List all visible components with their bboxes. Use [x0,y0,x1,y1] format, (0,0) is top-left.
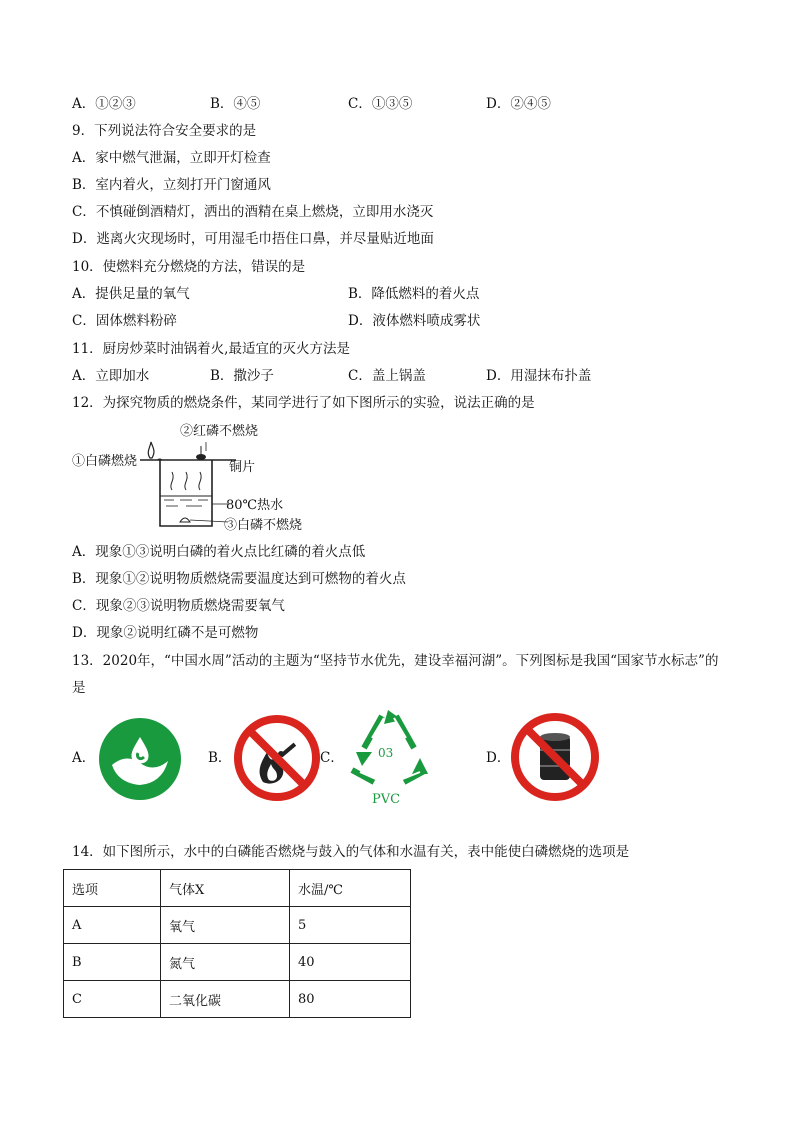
table-header-cell: 水温/℃ [290,870,411,907]
q8-option-d: D．②④⑤ [486,96,551,112]
q9-option-d: D．逃离火灾现场时，可用湿毛巾捂住口鼻，并尽量贴近地面 [72,231,434,247]
water-saving-logo-icon [98,717,182,801]
q10-option-c: C．固体燃料粉碎 [72,313,177,329]
q13-option-d-letter: D． [486,750,511,766]
table-row [64,981,411,1018]
table-cell: 40 [290,944,411,981]
q14-stem: 14．如下图所示，水中的白磷能否燃烧与鼓入的气体和水温有关，表中能使白磷燃烧的选项是 [72,844,630,860]
recycle-code: 03 [378,746,394,760]
label-hot-water: 80℃热水 [226,498,284,513]
q11-option-b: B．撒沙子 [210,368,274,384]
q10-option-a: A．提供足量的氧气 [72,286,190,302]
q12-option-d: D．现象②说明红磷不是可燃物 [72,625,259,641]
label-white-phosphorus-bottom: ③白磷不燃烧 [224,518,303,533]
table-row [64,907,411,944]
table-header-cell: 气体X [161,870,290,907]
q13-option-b-letter: B． [208,750,232,766]
label-copper-plate: 铜片 [229,460,256,475]
q11-option-c: C．盖上锅盖 [348,368,426,384]
q12-option-b: B．现象①②说明物质燃烧需要温度达到可燃物的着火点 [72,571,406,587]
q8-option-b: B．④⑤ [210,96,261,112]
table-cell: 5 [290,907,411,944]
label-white-phosphorus-top: ①白磷燃烧 [72,454,138,469]
table-cell: A [64,907,161,944]
q13-stem-line2: 是 [72,680,86,696]
q8-option-a: A．①②③ [72,96,136,112]
recycle-material-label: PVC [372,792,401,807]
q13-stem-line1: 13．2020年，“中国水周”活动的主题为“坚持节水优先，建设幸福河湖”。下列图标是我国“国家节水标志”的 [72,653,719,669]
table-row [64,944,411,981]
q10-stem: 10．使燃料充分燃烧的方法，错误的是 [72,259,306,275]
q14-table [63,869,411,1018]
q11-option-a: A．立即加水 [72,368,150,384]
table-cell: 二氧化碳 [161,981,290,1018]
q10-option-b: B．降低燃料的着火点 [348,286,480,302]
table-cell: 80 [290,981,411,1018]
table-header-row [64,870,411,907]
q13-option-a-letter: A． [72,750,96,766]
q12-option-a: A．现象①③说明白磷的着火点比红磷的着火点低 [72,544,366,560]
q11-stem: 11．厨房炒菜时油锅着火,最适宜的灭火方法是 [72,341,350,357]
q10-option-d: D．液体燃料喷成雾状 [348,313,481,329]
q11-option-d: D．用湿抹布扑盖 [486,368,592,384]
q12-stem: 12．为探究物质的燃烧条件，某同学进行了如下图所示的实验，说法正确的是 [72,395,535,411]
table-cell: 氮气 [161,944,290,981]
table-header-cell: 选项 [64,870,161,907]
q8-option-c: C．①③⑤ [348,96,413,112]
label-red-phosphorus: ②红磷不燃烧 [180,424,259,439]
q9-option-b: B．室内着火，立刻打开门窗通风 [72,177,271,193]
q13-option-c-letter: C． [320,750,344,766]
no-oil-barrel-sign-icon [510,712,600,802]
q12-option-c: C．现象②③说明物质燃烧需要氧气 [72,598,285,614]
q9-stem: 9．下列说法符合安全要求的是 [72,123,257,139]
no-fire-sign-icon [233,714,321,802]
table-cell: B [64,944,161,981]
table-cell: 氧气 [161,907,290,944]
table-cell: C [64,981,161,1018]
q9-option-c: C．不慎碰倒酒精灯，洒出的酒精在桌上燃烧，立即用水浇灭 [72,204,434,220]
q9-option-a: A．家中燃气泄漏，立即开灯检查 [72,150,271,166]
